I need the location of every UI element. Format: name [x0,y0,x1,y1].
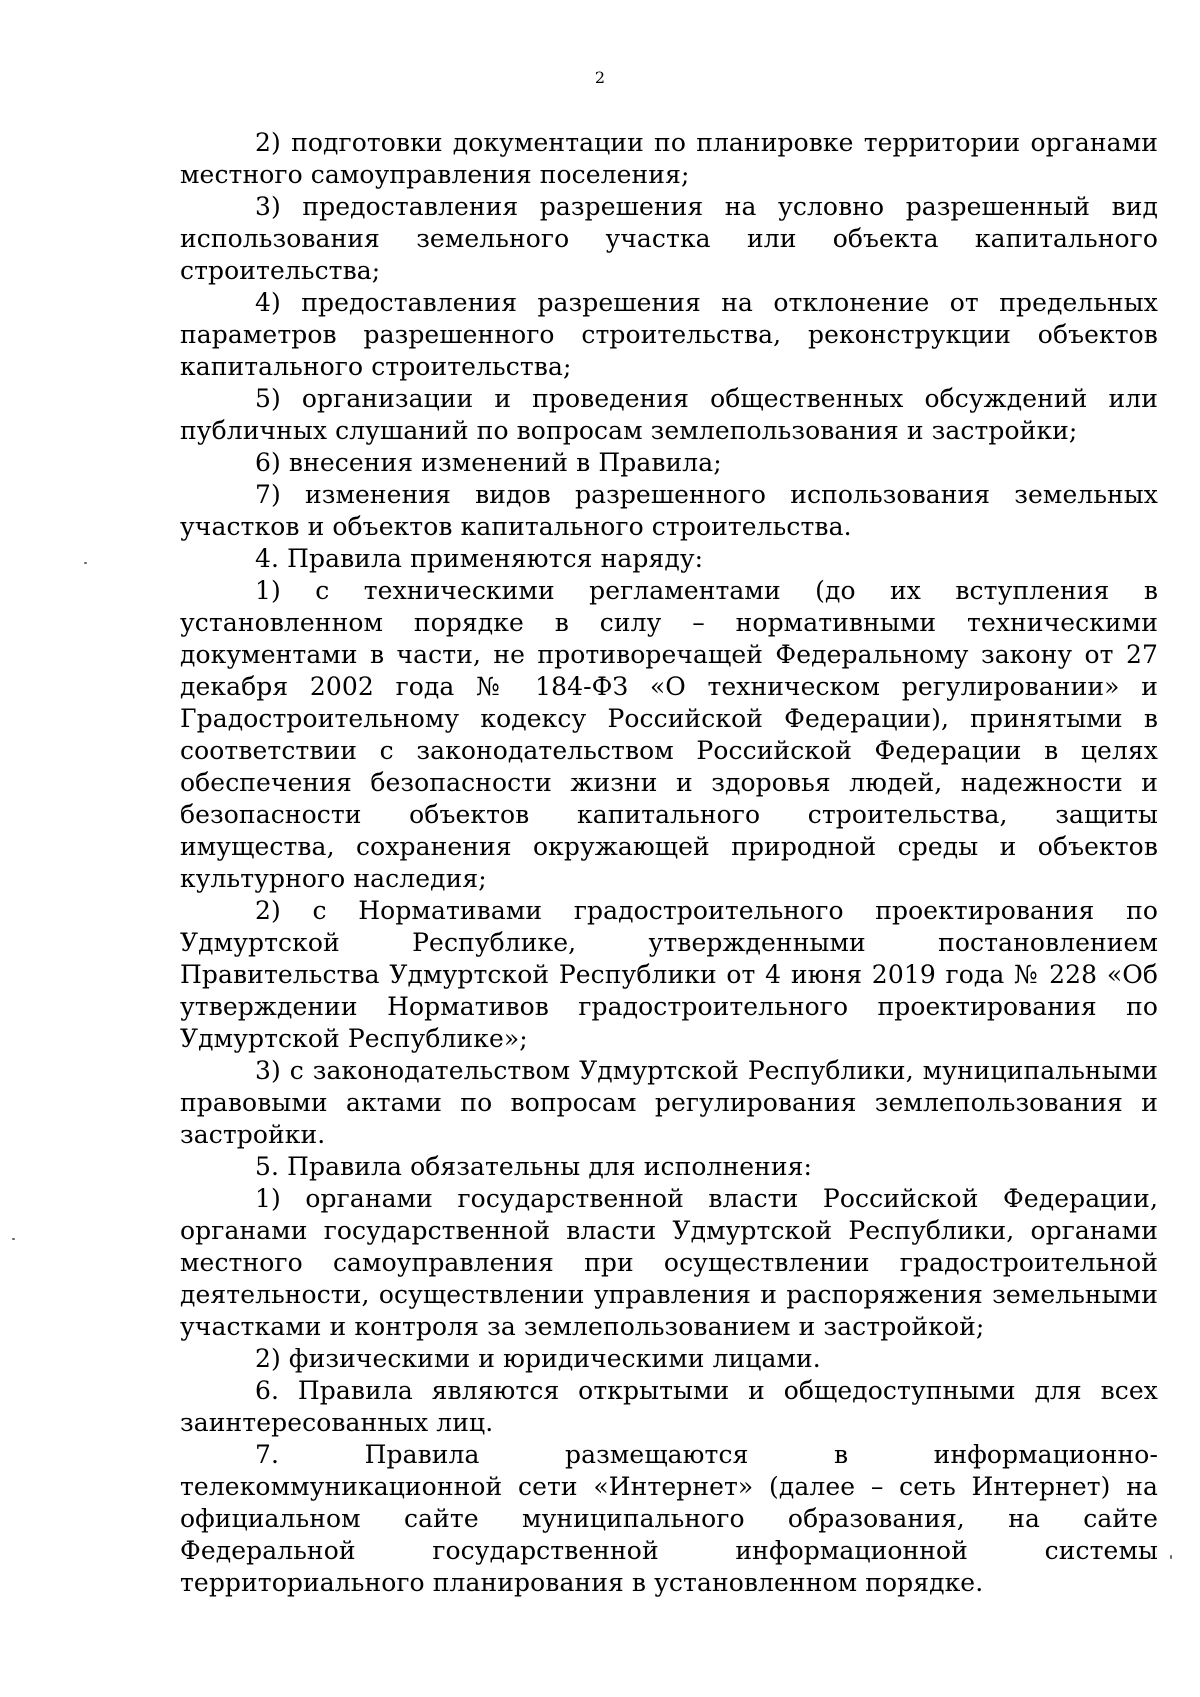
scan-speck [84,562,87,564]
paragraph-4-1: 1) с техническими регламентами (до их вступления в установленном порядке в силу – нормативными техническими документами в части, не противоречащей Федеральному закону от 27 декабря 2002 года № 184-ФЗ «О техническом регулировании» и Градостроительному кодексу Российской Федерации), принятыми в соответствии с законодательством Российской Федерации в целях обеспечения безопасности жизни и здоровья людей, надежности и безопасности объектов капитального строительства, защиты имущества, сохранения окружающей природной среды и объектов культурного наследия; [180,576,1158,893]
paragraph-3-2: 2) подготовки документации по планировке территории органами местного самоуправления поселения; [180,128,1158,189]
paragraph-5-2: 2) физическими и юридическими лицами. [255,1344,821,1373]
section-5-heading: 5. Правила обязательны для исполнения: [255,1152,813,1181]
scan-speck [12,1238,15,1240]
section-7-paragraph: 7. Правила размещаются в информационно-телекоммуникационной сети «Интернет» (далее – сеть Интернет) на официальном сайте муниципального образования, на сайте Федеральной государственной информационной системы территориального планирования в установленном порядке. [180,1440,1158,1597]
paragraph-3-4: 4) предоставления разрешения на отклонение от предельных параметров разрешенного строительства, реконструкции объектов капитального строительства; [180,288,1158,381]
paragraph-3-6: 6) внесения изменений в Правила; [255,448,722,477]
section-4-heading: 4. Правила применяются наряду: [255,544,704,573]
paragraph-4-2: 2) с Нормативами градостроительного проектирования по Удмуртской Республике, утвержденными постановлением Правительства Удмуртской Республики от 4 июня 2019 года № 228 «Об утверждении Нормативов градостроительного проектирования по Удмуртской Республике»; [180,896,1158,1053]
paragraph-3-5: 5) организации и проведения общественных обсуждений или публичных слушаний по вопросам землепользования и застройки; [180,384,1158,445]
paragraph-4-3: 3) с законодательством Удмуртской Республики, муниципальными правовыми актами по вопросам регулирования землепользования и застройки. [180,1056,1158,1149]
paragraph-5-1: 1) органами государственной власти Российской Федерации, органами государственной власти Удмуртской Республики, органами местного самоуправления при осуществлении градостроительной деятельности, осуществлении управления и распоряжения земельными участками и контроля за землепользованием и застройкой; [180,1184,1158,1341]
section-6-paragraph: 6. Правила являются открытыми и общедоступными для всех заинтересованных лиц. [180,1376,1158,1437]
scan-speck [1170,1555,1172,1559]
paragraph-3-7: 7) изменения видов разрешенного использования земельных участков и объектов капитального строительства. [180,480,1158,541]
page-number: 2 [594,68,606,87]
document-body [180,127,1158,1599]
paragraph-3-3: 3) предоставления разрешения на условно разрешенный вид использования земельного участка или объекта капитального строительства; [180,192,1158,285]
